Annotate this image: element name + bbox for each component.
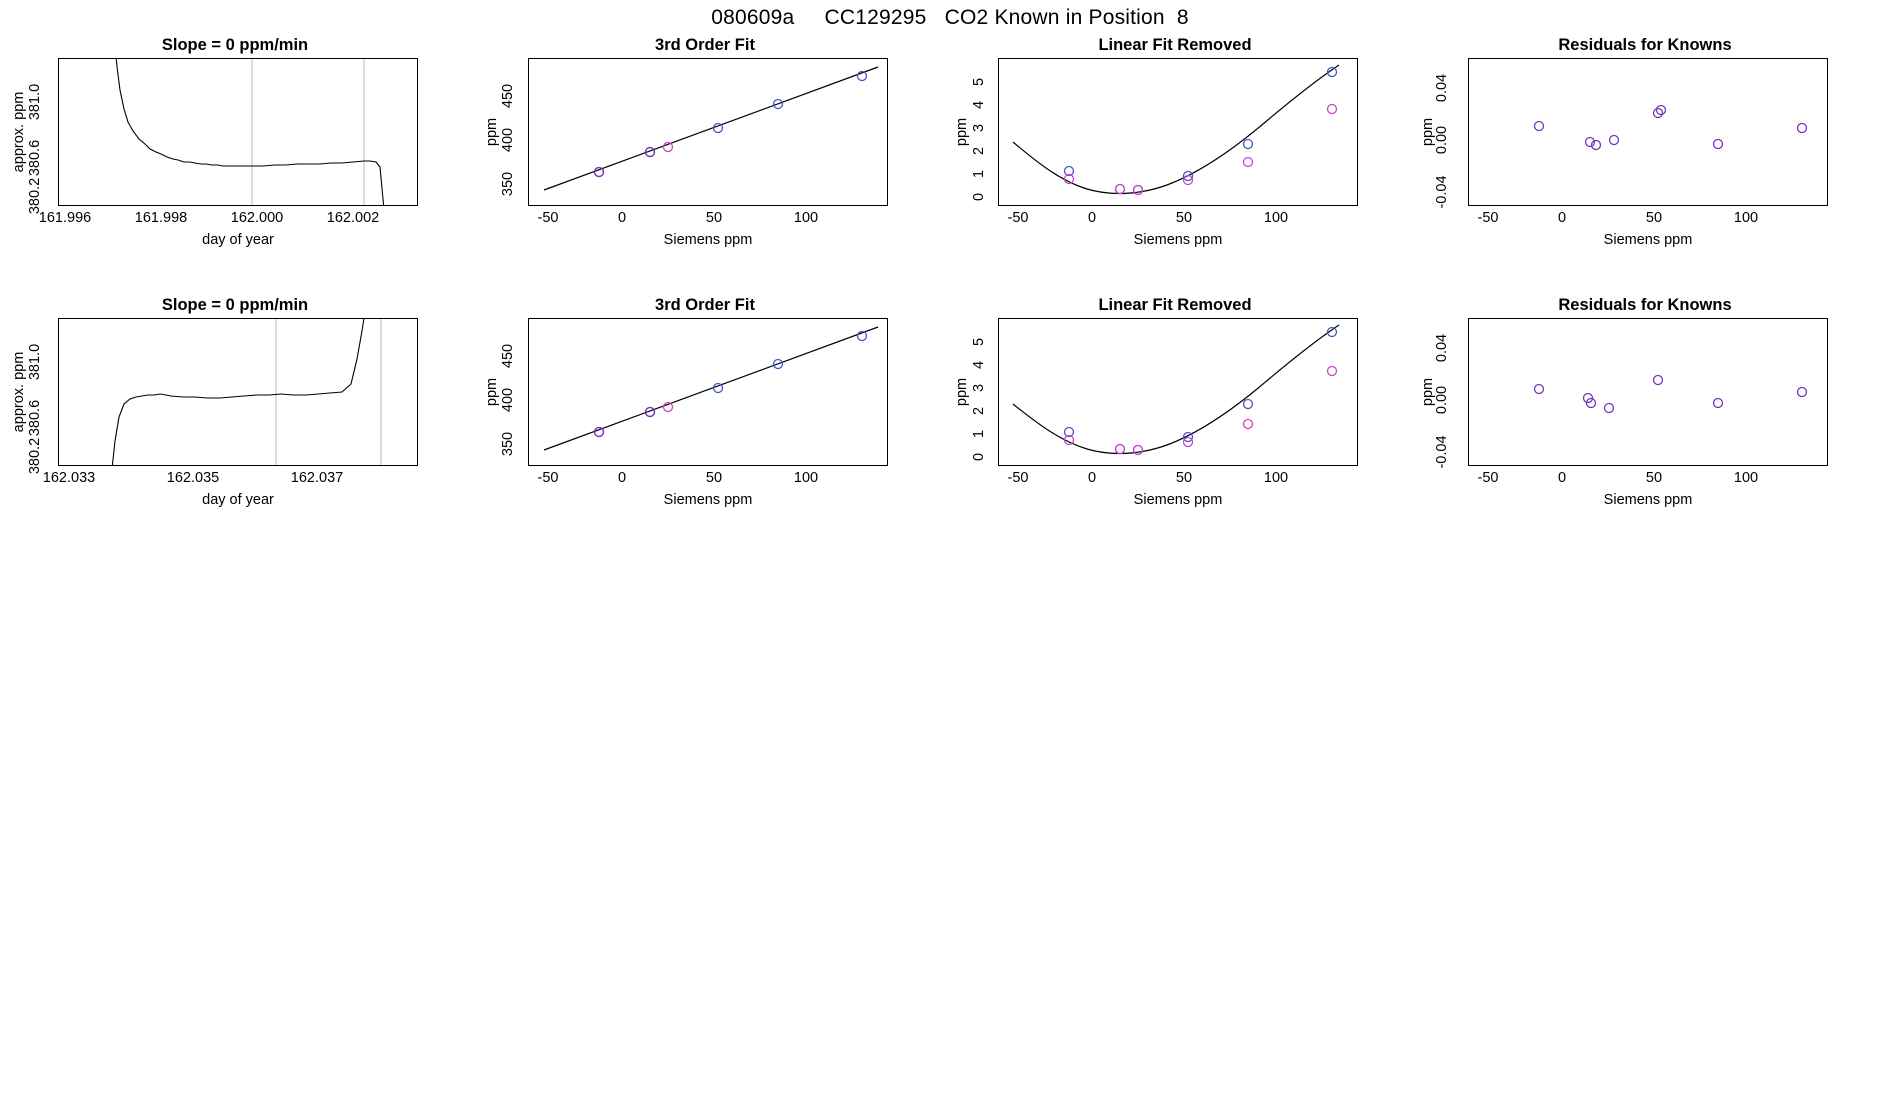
panel-r1c4-ylabel: ppm <box>1420 117 1436 147</box>
panel-r1c3-xlabel: Siemens ppm <box>1133 232 1223 248</box>
panel-r2c2-ytick-1: 400 <box>500 387 516 413</box>
panel-r2c4-ytick-2: 0.04 <box>1434 333 1450 363</box>
panel-r2c3-ytick-3: 3 <box>971 383 987 393</box>
panel-r1c2-xtick-2: 50 <box>705 210 723 226</box>
panel-r1c4-xtick-2: 50 <box>1645 210 1663 226</box>
panel-r1c1-xtick-0: 161.996 <box>38 210 92 226</box>
panel-r2c3-ytick-1: 1 <box>971 429 987 439</box>
panel-r2c1-ytick-1: 380.6 <box>27 399 43 437</box>
panel-r1c1-xtick-2: 162.000 <box>230 210 284 226</box>
panel-r2c4-xtick-2: 50 <box>1645 470 1663 486</box>
panel-r2c4 <box>1410 296 1880 506</box>
panel-r1c4-xtick-3: 100 <box>1733 210 1759 226</box>
panel-r2c2-ylabel: ppm <box>484 377 500 407</box>
panel-r2c4-ytick-0: -0.04 <box>1434 435 1450 469</box>
panel-r2c3-xtick-0: -50 <box>1007 470 1029 486</box>
panel-r1c3-xtick-3: 100 <box>1263 210 1289 226</box>
panel-r1c4-xlabel: Siemens ppm <box>1603 232 1693 248</box>
panel-r2c1-xtick-1: 162.035 <box>166 470 220 486</box>
panel-r2c1-xtick-2: 162.037 <box>290 470 344 486</box>
panel-r2c2-xtick-1: 0 <box>617 470 627 486</box>
panel-r1c2-ytick-0: 350 <box>500 171 516 197</box>
panel-r1c3-ytick-1: 1 <box>971 169 987 179</box>
panel-r2c2-ytick-0: 350 <box>500 431 516 457</box>
panel-r1c3-ytick-4: 4 <box>971 100 987 110</box>
panel-r1c3-ytick-3: 3 <box>971 123 987 133</box>
panel-r2c3-ytick-0: 0 <box>971 452 987 462</box>
panel-r2c1-ylabel: approx. ppm <box>11 351 27 433</box>
panel-r1c2-ytick-2: 450 <box>500 83 516 109</box>
panel-r1c4-ytick-1: 0.00 <box>1434 125 1450 155</box>
panel-r1c3-xtick-2: 50 <box>1175 210 1193 226</box>
panel-r1c3-xtick-0: -50 <box>1007 210 1029 226</box>
panel-r1c1-xtick-3: 162.002 <box>326 210 380 226</box>
page-title: 080609a CC129295 CO2 Known in Position 8 <box>711 6 1189 29</box>
panel-r2c4-ylabel: ppm <box>1420 377 1436 407</box>
panel-r2c3-xtick-3: 100 <box>1263 470 1289 486</box>
panel-r2c1 <box>0 296 470 506</box>
panel-r1c1-plot <box>58 58 418 206</box>
panel-r2c1-xlabel: day of year <box>202 492 274 508</box>
panel-r2c3-ytick-5: 5 <box>971 337 987 347</box>
panel-r2c2-xtick-2: 50 <box>705 470 723 486</box>
panel-r2c3-xlabel: Siemens ppm <box>1133 492 1223 508</box>
panel-r1c2-xtick-1: 0 <box>617 210 627 226</box>
panel-r1c4 <box>1410 36 1880 246</box>
panel-r2c4-title: Residuals for Knowns <box>1558 296 1732 314</box>
panel-r1c2-xtick-3: 100 <box>793 210 819 226</box>
panel-r2c3-ytick-4: 4 <box>971 360 987 370</box>
panel-r1c4-ytick-0: -0.04 <box>1434 175 1450 209</box>
panel-r2c4-plot <box>1468 318 1828 466</box>
panel-r1c3-plot <box>998 58 1358 206</box>
panel-r1c1 <box>0 36 470 246</box>
panel-r2c3-ylabel: ppm <box>954 377 970 407</box>
panel-r2c1-title: Slope = 0 ppm/min <box>161 296 309 314</box>
panel-r2c4-ytick-1: 0.00 <box>1434 385 1450 415</box>
panel-r1c2-title: 3rd Order Fit <box>655 36 755 54</box>
panel-r1c4-xtick-0: -50 <box>1477 210 1499 226</box>
panel-r2c3-plot <box>998 318 1358 466</box>
panel-r2c1-xtick-0: 162.033 <box>42 470 96 486</box>
panel-r2c3-xtick-1: 0 <box>1087 470 1097 486</box>
panel-r2c2-xtick-0: -50 <box>537 470 559 486</box>
panel-r1c4-title: Residuals for Knowns <box>1558 36 1732 54</box>
panel-r2c3-title: Linear Fit Removed <box>1098 296 1252 314</box>
panel-r2c1-ytick-2: 381.0 <box>27 343 43 381</box>
panel-r1c2-ylabel: ppm <box>484 117 500 147</box>
panel-r2c3-ytick-2: 2 <box>971 406 987 416</box>
panel-r2c2-plot <box>528 318 888 466</box>
panel-r2c3-xtick-2: 50 <box>1175 470 1193 486</box>
panel-r1c2-ytick-1: 400 <box>500 127 516 153</box>
panel-r2c3 <box>940 296 1410 506</box>
panel-r2c1-plot <box>58 318 418 466</box>
panel-r1c4-xtick-1: 0 <box>1557 210 1567 226</box>
panel-r2c2-xtick-3: 100 <box>793 470 819 486</box>
panel-r1c3-title: Linear Fit Removed <box>1098 36 1252 54</box>
panel-r1c3-ytick-5: 5 <box>971 77 987 87</box>
panel-r1c1-xlabel: day of year <box>202 232 274 248</box>
panel-r2c2-title: 3rd Order Fit <box>655 296 755 314</box>
panel-r1c1-ytick-2: 381.0 <box>27 83 43 121</box>
panel-r1c1-ytick-1: 380.6 <box>27 139 43 177</box>
panel-r2c4-xlabel: Siemens ppm <box>1603 492 1693 508</box>
panel-r1c3 <box>940 36 1410 246</box>
panel-r1c1-title: Slope = 0 ppm/min <box>161 36 309 54</box>
panel-r2c4-xtick-3: 100 <box>1733 470 1759 486</box>
panel-r2c2-ytick-2: 450 <box>500 343 516 369</box>
panel-r2c4-xtick-1: 0 <box>1557 470 1567 486</box>
panel-r1c3-ytick-2: 2 <box>971 146 987 156</box>
panel-r1c2-xlabel: Siemens ppm <box>663 232 753 248</box>
panel-r1c2-plot <box>528 58 888 206</box>
panel-r1c2 <box>470 36 940 246</box>
panel-r1c3-ytick-0: 0 <box>971 192 987 202</box>
panel-r1c1-xtick-1: 161.998 <box>134 210 188 226</box>
panel-r1c3-xtick-1: 0 <box>1087 210 1097 226</box>
panel-r2c4-xtick-0: -50 <box>1477 470 1499 486</box>
panel-r1c3-ylabel: ppm <box>954 117 970 147</box>
panel-r1c1-ytick-0: 380.2 <box>27 177 43 215</box>
panel-r2c2-xlabel: Siemens ppm <box>663 492 753 508</box>
panel-r1c4-ytick-2: 0.04 <box>1434 73 1450 103</box>
panel-r2c1-ytick-0: 380.2 <box>27 437 43 475</box>
panel-r1c1-ylabel: approx. ppm <box>11 91 27 173</box>
panel-r2c2 <box>470 296 940 506</box>
panel-r1c2-xtick-0: -50 <box>537 210 559 226</box>
panel-r1c4-plot <box>1468 58 1828 206</box>
